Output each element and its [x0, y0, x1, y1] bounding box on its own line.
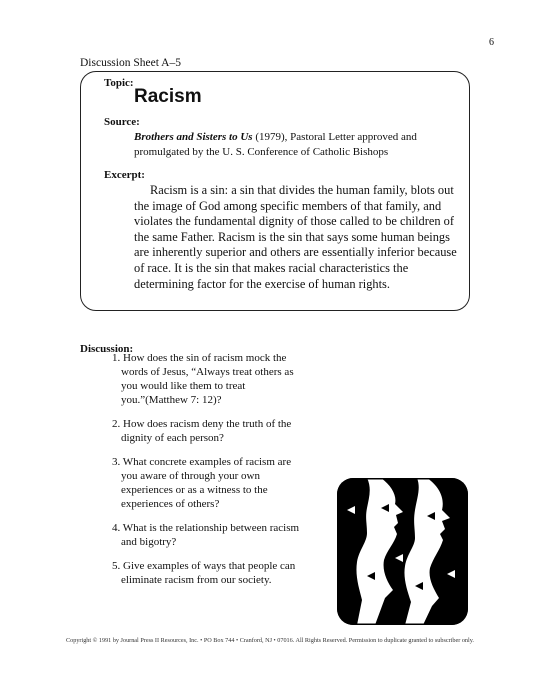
- question-item: 4. What is the relationship between racism and bigotry?: [112, 522, 300, 548]
- question-item: 3. What concrete examples of racism are you aware of through your own experiences or as a witness to the experiences of others?: [112, 456, 292, 510]
- discussion-label: Discussion:: [80, 343, 134, 355]
- source-label: Source:: [104, 116, 140, 128]
- discussion-questions: [112, 351, 302, 597]
- excerpt-label: Excerpt:: [104, 169, 145, 181]
- topic-title: Racism: [134, 86, 202, 107]
- source-text: [134, 130, 464, 160]
- source-book-title: Brothers and Sisters to Us: [134, 131, 253, 143]
- question-item: 5. Give examples of ways that people can eliminate racism from our society.: [112, 560, 296, 586]
- faces-illustration: [337, 478, 468, 625]
- copyright: Copyright © 1991 by Journal Press II Resources, Inc. • PO Box 744 • Cranford, NJ • 07016. All Rights Reserved. Permission to duplicate granted to subscriber only.: [66, 637, 474, 644]
- sheet-label: Discussion Sheet A–5: [80, 57, 181, 69]
- topic-label: Topic:: [104, 77, 134, 89]
- page-number: 6: [489, 37, 494, 48]
- topic-box: [80, 71, 470, 311]
- question-item: 1. How does the sin of racism mock the words of Jesus, “Always treat others as you would like them to treat you.”(Matthew 7: 12)?: [112, 352, 294, 406]
- source-description: (1979), Pastoral Letter approved and promulgated by the U. S. Conference of Catholic Bishops: [134, 131, 417, 158]
- question-item: 2. How does racism deny the truth of the dignity of each person?: [112, 418, 292, 444]
- excerpt-text: Racism is a sin: a sin that divides the human family, blots out the image of God among specific members of that family, and violates the fundamental dignity of those called to be children of the same Father. Racism is the sin that says some human beings are inherently superior and others are essentially inferior because of race. It is the sin that makes racial characteristics the determining factor for the exercise of human rights.: [134, 183, 457, 291]
